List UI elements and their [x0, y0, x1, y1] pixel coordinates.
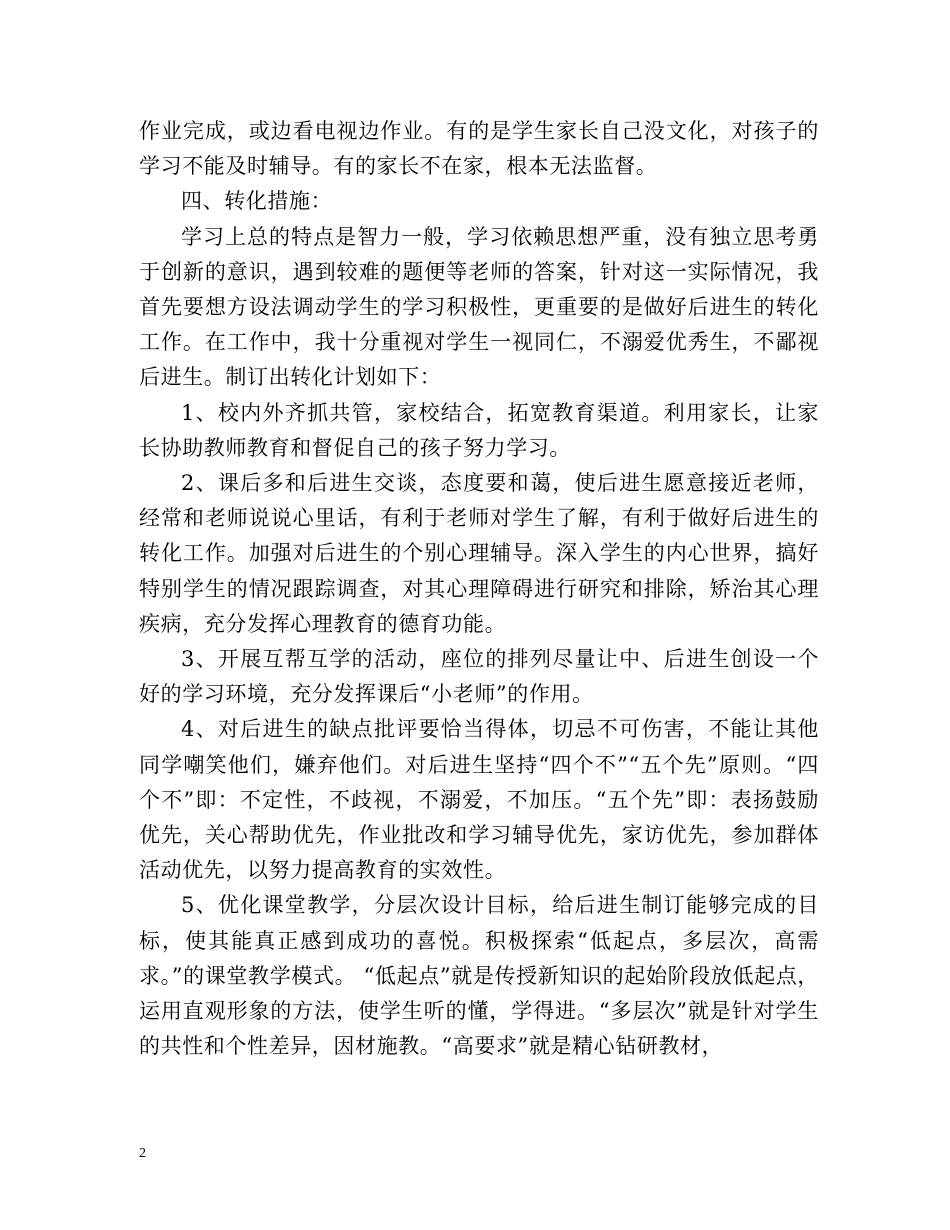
- section-heading-conversion-measures: 四、转化措施：: [181, 189, 333, 214]
- list-item-3: 3、开展互帮互学的活动，座位的排列尽量让中、后进生创设一个好的学习环境，充分发挥课后“小老师”的作用。: [139, 647, 819, 707]
- paragraph-learning-characteristics: 学习上总的特点是智力一般，学习依赖思想严重，没有独立思考勇于创新的意识，遇到较难的题便等老师的答案，针对这一实际情况，我首先要想方设法调动学生的学习积极性，更重要的是做好后进生的转化工作。在工作中，我十分重视对学生一视同仁，不溺爱优秀生，不鄙视后进生。制订出转化计划如下：: [139, 224, 819, 390]
- list-item-4: 4、对后进生的缺点批评要恰当得体，切忌不可伤害，不能让其他同学嘲笑他们，嫌弃他们。对后进生坚持“四个不”“五个先”原则。“四个不”即：不定性，不歧视，不溺爱，不加压。“五个先”即：表扬鼓励优先，关心帮助优先，作业批改和学习辅导优先，家访优先，参加群体活动优先，以努力提高教育的实效性。: [139, 717, 819, 883]
- list-item-5: 5、优化课堂教学，分层次设计目标，给后进生制订能够完成的目标，使其能真正感到成功的喜悦。积极探索“低起点，多层次，高需求。”的课堂教学模式。 “低起点”就是传授新知识的起始阶段放低起点，运用直观形象的方法，使学生听的懂，学得进。“多层次”就是针对学生的共性和个性差异，因材施教。“高要求”就是精心钻研教材，: [139, 893, 819, 1059]
- page-number: 2: [139, 1146, 146, 1161]
- list-item-2: 2、课后多和后进生交谈，态度要和蔼，使后进生愿意接近老师，经常和老师说说心里话，有利于老师对学生了解，有利于做好后进生的转化工作。加强对后进生的个别心理辅导。深入学生的内心世界，搞好特别学生的情况跟踪调查，对其心理障碍进行研究和排除，矫治其心理疾病，充分发挥心理教育的德育功能。: [139, 471, 819, 636]
- paragraph-continuation: 作业完成，或边看电视边作业。有的是学生家长自己没文化，对孩子的学习不能及时辅导。有的家长不在家，根本无法监督。: [139, 119, 819, 179]
- document-body: [139, 114, 819, 1064]
- list-item-1: 1、校内外齐抓共管，家校结合，拓宽教育渠道。利用家长，让家长协助教师教育和督促自己的孩子努力学习。: [139, 400, 819, 460]
